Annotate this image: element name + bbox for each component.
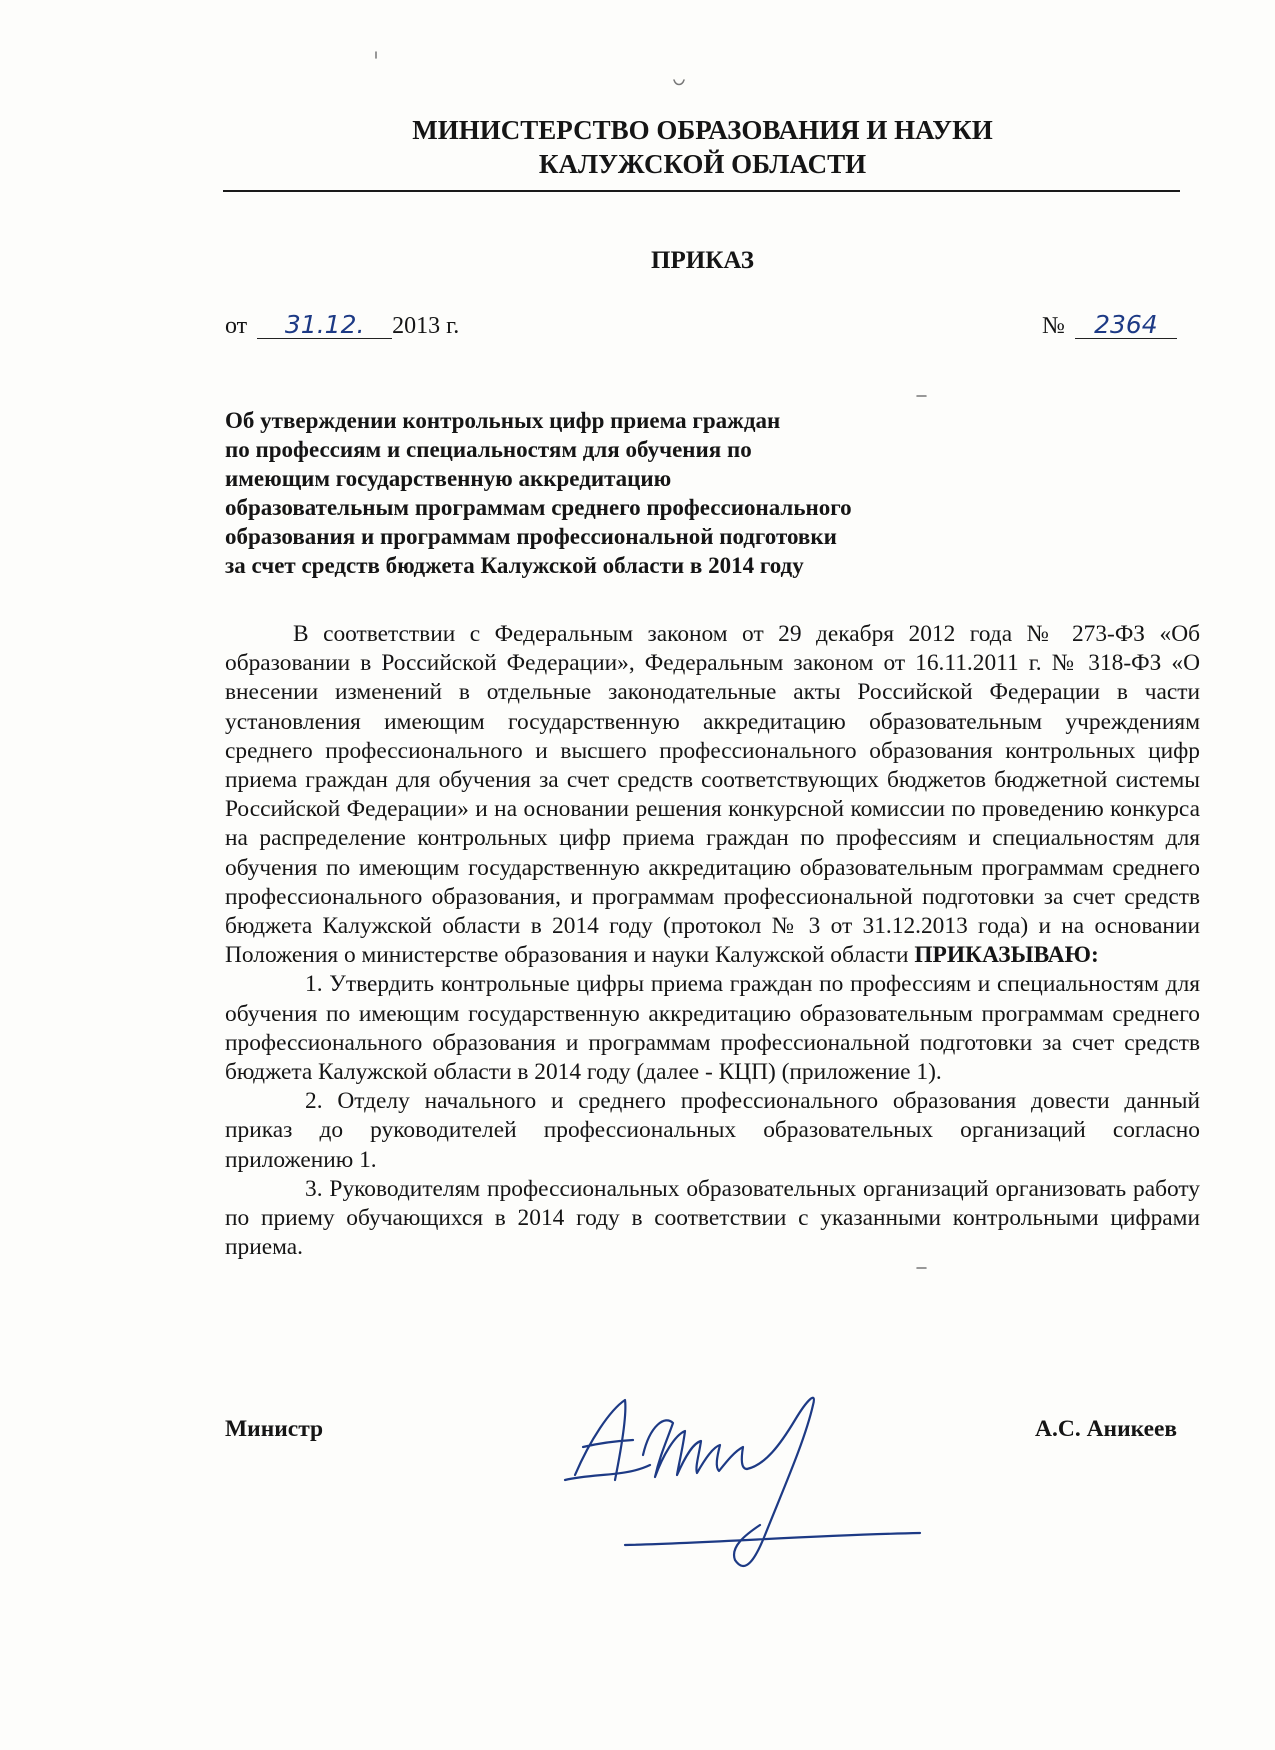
date-prefix: от — [225, 313, 248, 339]
ministry-name-line1: МИНИСТЕРСТВО ОБРАЗОВАНИЯ И НАУКИ — [412, 115, 993, 145]
ministry-header — [225, 113, 1180, 181]
signatory-title: Министр — [225, 1416, 324, 1442]
order-word: ПРИКАЗЫВАЮ: — [914, 942, 1099, 969]
date-suffix: 2013 г. — [392, 313, 460, 339]
order-title: ПРИКАЗ — [651, 247, 754, 274]
subject-line: образовательным программам среднего профессионального — [225, 495, 852, 520]
subject-line: Об утверждении контрольных цифр приема граждан — [225, 408, 781, 433]
order-item-1: 1. Утвердить контрольные цифры приема граждан по профессиям и специальностям для обучения по имеющим государственную аккредитацию образовательным программам среднего профессионального образования и программам профессиональной подготовки за счет средств бюджета Калужской области в 2014 году (далее - КЦП) (приложение 1). — [225, 971, 1200, 1086]
header-rule — [223, 190, 1180, 192]
order-number-line — [1042, 312, 1177, 340]
ministry-name-line2: КАЛУЖСКОЙ ОБЛАСТИ — [538, 149, 867, 179]
subject-line: по профессиям и специальностям для обучения по — [225, 437, 752, 462]
subject-line: за счет средств бюджета Калужской области в 2014 году — [225, 553, 804, 578]
handwritten-signature — [555, 1385, 1015, 1585]
order-item-2: 2. Отделу начального и среднего профессионального образования довести данный приказ до руководителей профессиональных образовательных организаций согласно приложению 1. — [225, 1088, 1200, 1173]
preamble-paragraph — [225, 620, 1200, 970]
order-item-3: 3. Руководителям профессиональных образовательных организаций организовать работу по приему обучающихся в 2014 году в соответствии с указанными контрольными цифрами приема. — [225, 1175, 1200, 1261]
order-subject — [225, 406, 985, 580]
handwritten-number: 2364 — [1075, 312, 1177, 339]
handwritten-date: 31.12. — [257, 312, 392, 339]
order-date-line — [225, 312, 459, 340]
number-prefix: № — [1042, 313, 1065, 339]
preamble-text: В соответствии с Федеральным законом от 29 декабря 2012 года № 273-ФЗ «Об образовании в Российской Федерации», Федеральным законом от 16.11.2011 г. № 318-ФЗ «О внесении изменений в отдельные законодательные акты Российской Федерации в части установления имеющим государственную аккредитацию образовательным учреждениям среднего профессионального и высшего профессионального образования контрольных цифр приема граждан для обучения за счет средств соответствующих бюджетов бюджетной системы Российской Федерации» и на основании решения конкурсной комиссии по проведению конкурса на распределение контрольных цифр приема граждан по профессиям и специальностям для обучения по имеющим государственную аккредитацию образовательным программам среднего профессионального образования, и программам профессиональной подготовки за счет средств бюджета Калужской области в 2014 году (протокол № 3 от 31.12.2013 года) и на основании Положения о министерстве образования и науки Калужской области — [225, 621, 1200, 969]
subject-line: образования и программам профессиональной подготовки — [225, 524, 837, 549]
signatory-name: А.С. Аникеев — [1035, 1416, 1178, 1442]
order-body — [225, 620, 1200, 1262]
subject-line: имеющим государственную аккредитацию — [225, 466, 672, 491]
